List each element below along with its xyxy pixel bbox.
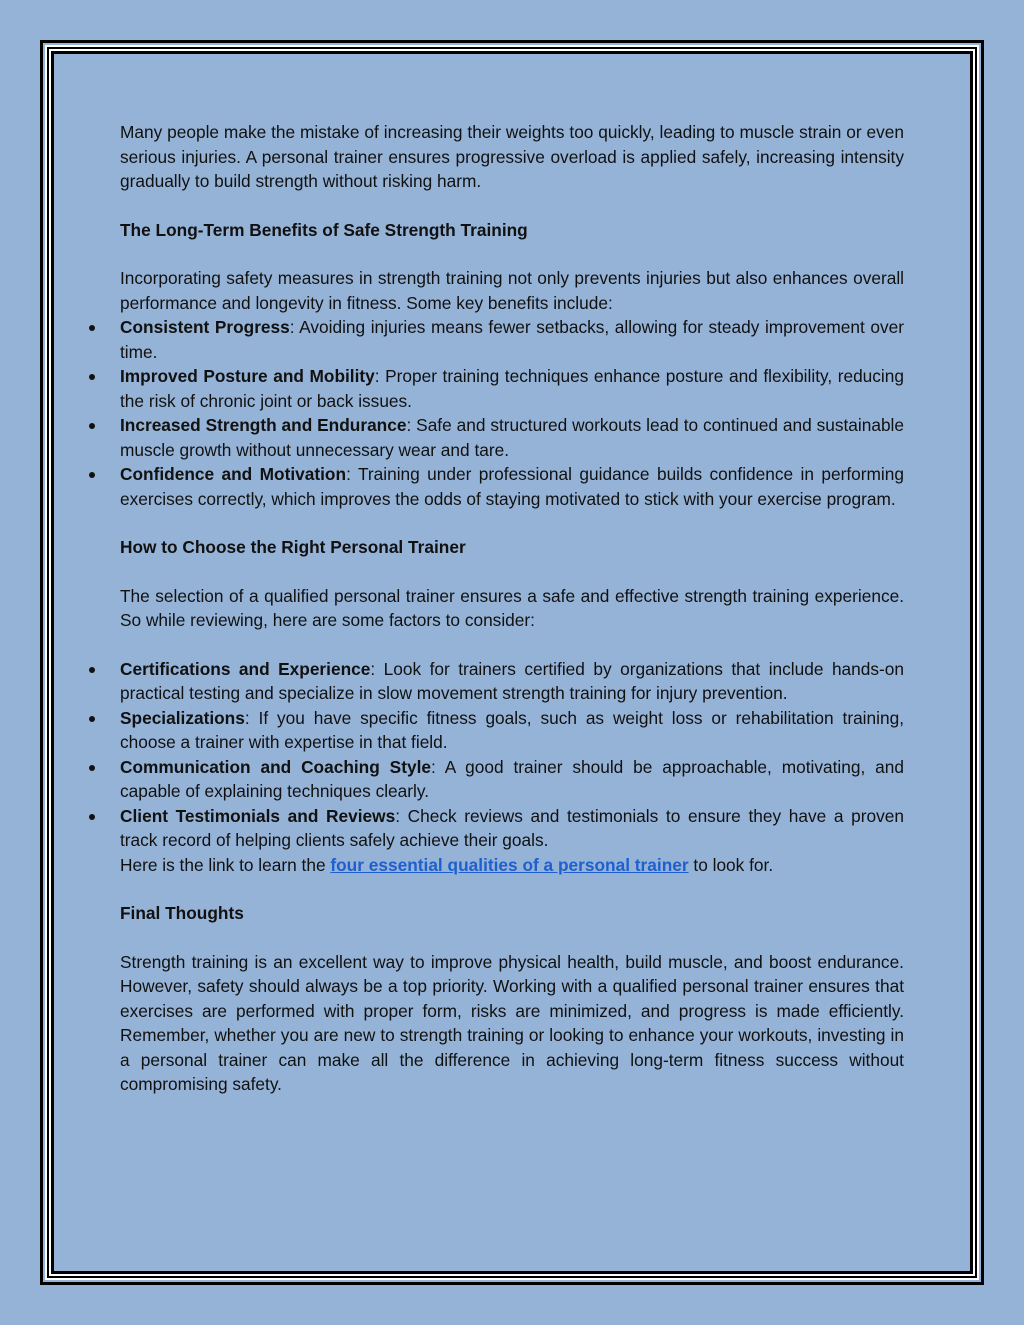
list-item [120,315,904,364]
list-item-text: : Look for trainers certified by organizations that include hands-on practical testing and specialize in slow movement strength training for injury prevention. [120,658,905,703]
benefits-list [120,315,904,511]
document-body [120,120,904,1097]
list-item-text: : Check reviews and testimonials to ensure they have a proven track record of helping clients safely achieve their goals. [120,805,904,850]
list-item [120,657,904,706]
link-line-after: to look for. [688,854,774,875]
list-item-text: : Avoiding injuries means fewer setbacks, allowing for steady improvement over time. [120,317,904,362]
bullet-icon [89,472,95,478]
list-item [120,364,904,413]
choose-intro: The selection of a qualified personal trainer ensures a safe and effective strength training experience. So while reviewing, here are some factors to consider: [120,585,904,630]
choose-list [120,657,904,853]
list-item [120,804,904,853]
list-item [120,755,904,804]
bullet-icon [89,667,95,673]
bullet-icon [89,814,95,820]
link-line [120,853,904,878]
spacer [120,194,904,218]
bullet-icon [89,423,95,429]
section-heading-choose: How to Choose the Right Personal Trainer [120,537,466,557]
spacer [120,926,904,950]
list-item-term: Client Testimonials and Reviews [120,805,396,826]
list-item-term: Increased Strength and Endurance [120,415,407,435]
spacer [120,633,904,657]
section-heading-final: Final Thoughts [120,903,244,923]
list-item-term: Specializations [120,707,245,728]
list-item [120,413,904,462]
list-item-text: : A good trainer should be approachable, motivating, and capable of explaining techniques clearly. [120,756,904,801]
final-paragraph: Strength training is an excellent way to improve physical health, build muscle, and boost endurance. However, safety should always be a top priority. Working with a qualified personal trainer ensures that exercises are performed with proper form, risks are minimized, and progress is made efficiently. Remember, whether you are new to strength training or looking to enhance your workouts, investing in a personal trainer can make all the difference in achieving long-term fitness success without compromising safety. [120,951,904,1094]
list-item-term: Communication and Coaching Style [120,756,431,777]
bullet-icon [89,374,95,380]
spacer [120,242,904,266]
qualities-link[interactable]: four essential qualities of a personal trainer [330,854,689,875]
list-item-term: Confidence and Motivation [120,464,347,484]
list-item-text: : Safe and structured workouts lead to continued and sustainable muscle growth without unnecessary wear and tare. [120,415,904,460]
bullet-icon [89,765,95,771]
link-line-before: Here is the link to learn the [120,854,331,875]
section-heading-benefits: The Long-Term Benefits of Safe Strength Training [120,219,528,240]
list-item-text: : Proper training techniques enhance posture and flexibility, reducing the risk of chronic joint or back issues. [120,366,904,411]
bullet-icon [89,716,95,722]
benefits-intro: Incorporating safety measures in strength training not only prevents injuries but also enhances overall performance and longevity in fitness. Some key benefits include: [120,268,904,313]
list-item-text: : Training under professional guidance builds confidence in performing exercises correctly, which improves the odds of staying motivated to stick with your exercise program. [120,464,904,509]
list-item-text: : If you have specific fitness goals, such as weight loss or rehabilitation training, choose a trainer with expertise in that field. [120,707,904,752]
spacer [120,511,904,535]
list-item-term: Consistent Progress [120,317,290,337]
intro-paragraph: Many people make the mistake of increasing their weights too quickly, leading to muscle strain or even serious injuries. A personal trainer ensures progressive overload is applied safely, increasing intensity gradually to build strength without risking harm. [120,122,904,191]
spacer [120,560,904,584]
bullet-icon [89,325,95,331]
list-item-term: Certifications and Experience [120,658,371,679]
spacer [120,877,904,901]
list-item [120,706,904,755]
list-item [120,462,904,511]
list-item-term: Improved Posture and Mobility [120,366,375,386]
